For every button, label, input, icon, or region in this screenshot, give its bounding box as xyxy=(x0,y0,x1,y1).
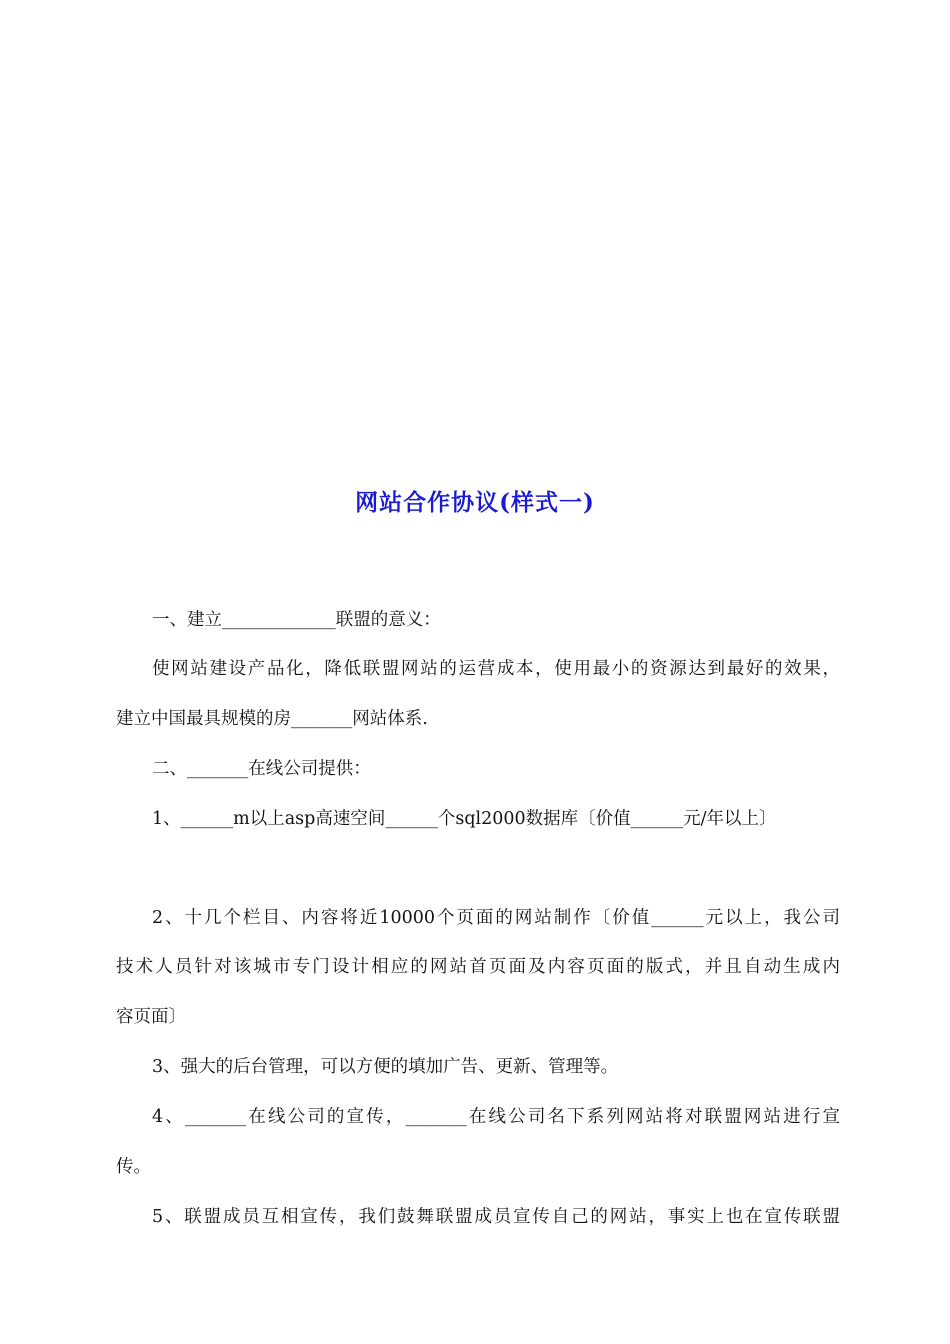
paragraph-line: 技术人员针对该城市专门设计相应的网站首页面及内容页面的版式，并且自动生成内 xyxy=(116,957,840,977)
paragraph-line: 2、十几个栏目、内容将近10000个页面的网站制作〔价值______元以上，我公司 xyxy=(152,908,840,928)
paragraph-line: 一、建立_____________联盟的意义： xyxy=(152,610,441,630)
paragraph-line: 建立中国最具规模的房_______网站体系. xyxy=(116,709,428,729)
paragraph-line: 容页面〕 xyxy=(116,1007,186,1027)
paragraph-line: 4、_______在线公司的宣传，_______在线公司名下系列网站将对联盟网站进行宣 xyxy=(152,1107,840,1127)
paragraph-line: 二、_______在线公司提供： xyxy=(152,759,371,779)
paragraph-line: 5、联盟成员互相宣传，我们鼓舞联盟成员宣传自己的网站，事实上也在宣传联盟 xyxy=(152,1207,840,1227)
document-title: 网站合作协议(样式一) xyxy=(355,489,595,516)
paragraph-line: 3、强大的后台管理，可以方便的填加广告、更新、管理等。 xyxy=(152,1057,619,1077)
paragraph-line: 传。 xyxy=(116,1157,151,1177)
paragraph-line: 1、______m以上asp高速空间______个sql2000数据库〔价值______元/年以上〕 xyxy=(152,809,777,829)
paragraph-line: 使网站建设产品化，降低联盟网站的运营成本，使用最小的资源达到最好的效果， xyxy=(152,659,840,679)
